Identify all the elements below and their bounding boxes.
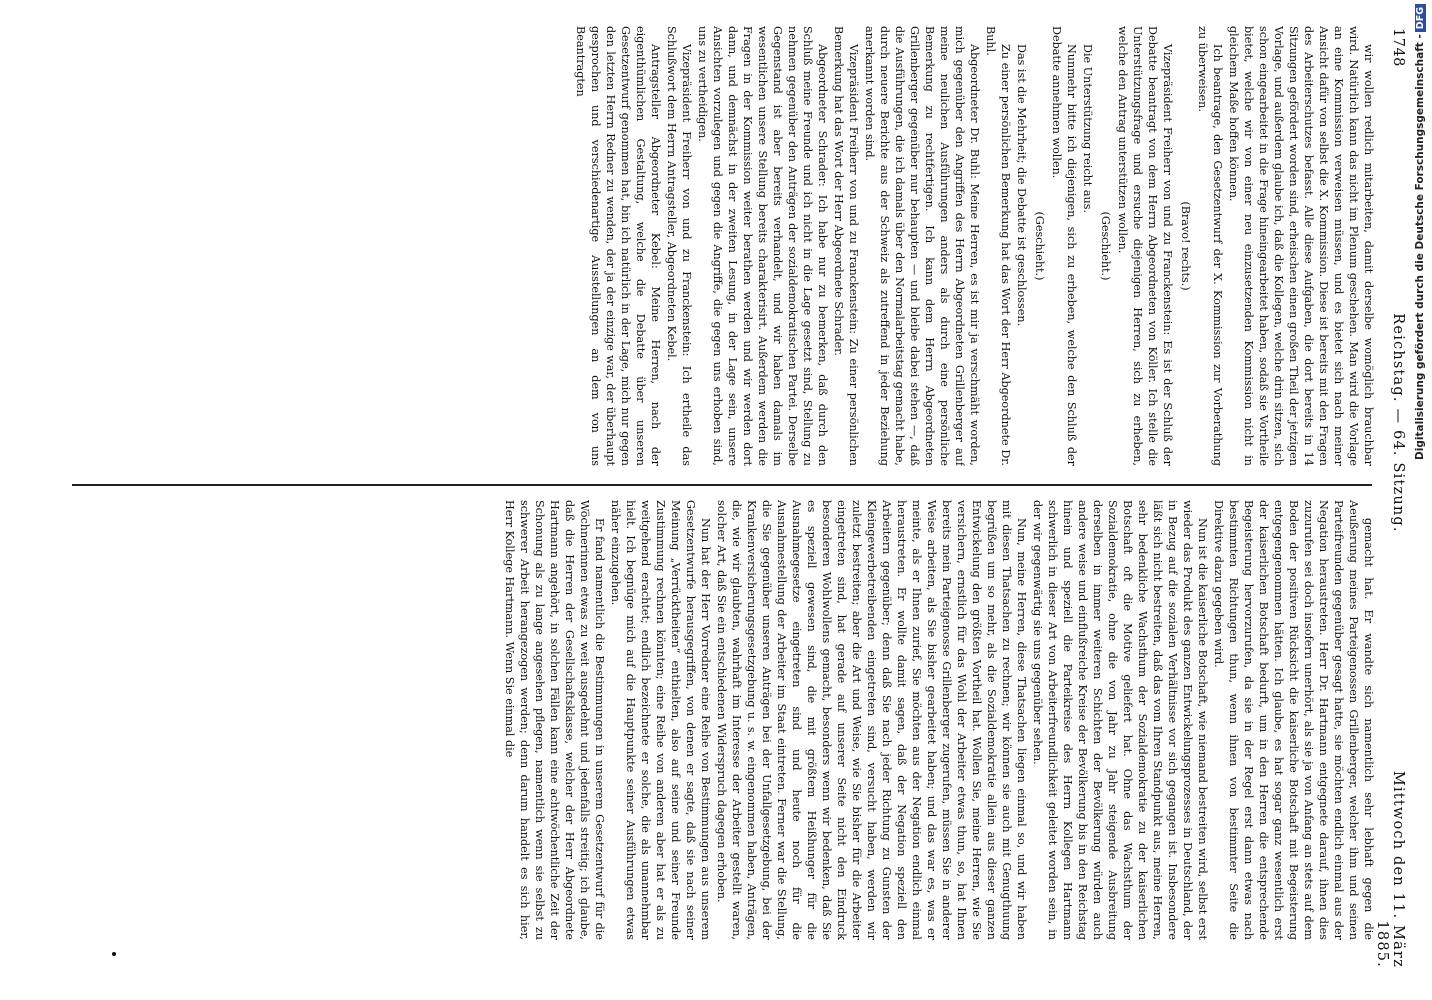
paragraph: Antragsteller Abgeordneter Kebel: Meine Herren, nach der eigenthümlichen Gestaltung, welche die Debatte über unseren Gesetzentwurf genommen hat, bin ich natürlich in der Lage, mich nur gegen den letzten Herrn Redner zu wenden, der ja der einzige war, der überhaupt gesprochen und verschiedenartige Ausstellungen an dem von uns Beantragten	[574, 26, 662, 466]
stage-direction: (Geschieht.)	[1099, 211, 1112, 281]
paragraph: Abgeordneter Schrader: Ich habe nur zu bemerken, daß durch den Schluß meine Freunde und ich nicht in die Lage gesetzt sind, Stellung zu nehmen gegenüber den Anträgen der sozialdemokratischen Partei. Derselbe Gegenstand ist aber bereits verhandelt, und wir haben damals im wesentlichen unsere Stellung bereits charakterisirt. Außerdem werden die Fragen in der Kommission weiter berathen werden und wir werden dort dann, und demnächst in der zweiten Lesung, in der Lage sein, unsere Ansichten vorzulegen und gegen die Angriffe, die gegen uns erhoben sind, uns zu vertheidigen.	[696, 26, 829, 466]
paragraph: Das ist die Mehrheit; die Debatte ist geschlossen.	[1015, 44, 1028, 327]
running-title: Reichstag. — 64. Sitzung.	[1390, 313, 1406, 533]
paragraph: Vizepräsident Freiherr von und zu Franckenstein: Ich ertheile das Schlußwort dem Herrn Antragsteller, Abgeordneten Kebel.	[665, 26, 693, 466]
stage-direction: (Geschieht.)	[1033, 211, 1046, 281]
paragraph: Abgeordneter Dr. Buhl: Meine Herren, es ist mir ja verschmäht worden, mich gegenüber den Angriffen des Herrn Abgeordneten Grillenberger auf meine neulichen Ausführungen anders als durch eine persönliche Bemerkung zu rechtfertigen. Ich kann dem Herrn Abgeordneten Grillenberger gegenüber nur behaupten — und bleibe dabei stehen —, daß die Ausführungen, die ich damals über den Normalarbeitstag gemacht habe, durch neuere Berichte aus der Schweiz als zutreffend in jeder Beziehung anerkannt worden sind.	[863, 26, 981, 466]
credit-text: Digitalisierung gefördert durch die Deutsche Forschungsgemeinschaft -	[1414, 34, 1426, 460]
paragraph: Zu einer persönlichen Bemerkung hat das Wort der Herr Abgeordnete Dr. Buhl.	[984, 26, 1012, 466]
paragraph: Nun, meine Herren, diese Thatsachen liegen einmal so, und wir haben mit diesen Thatsachen zu rechnen; wir können sie auch mit Genugthuung begrüßen um so mehr, als die Sozialdemokratie allein aus dieser ganzen Entwickelung den größten Vortheil hat. Wollen Sie, meine Herren, wie Sie versichern, ernstlich für das Wohl der Arbeiter etwas thun, so, hat Ihnen bereits mein Parteigenosse Grillenberger zugerufen, müssen Sie in anderer Weise arbeiten, als Sie bisher gearbeitet haben; und das war es, was er meinte, als er Ihnen zurief, Sie möchten aus der Negation endlich einmal heraustreten. Er wollte damit sagen, daß der Negation speziell den Arbeitern gegenüber; denn daß Sie nach jeder Richtung zu Gunsten der Kleingewerbetreibenden eingetreten sind, versucht haben, werden wir zuletzt bestreiten; aber die Art und Weise, wie Sie bisher für die Arbeiter eingetreten sind, hat gerade auf unserer Seite nicht den Eindruck besonderen Wohlwollens gemacht, besonders wenn wir bedenken, daß Sie es speziell gewesen sind, die mit größtem Heißhunger für die Ausnahmegesetze eingetreten sind und heute noch für die Ausnahmestellung der Arbeiter im Staat eintreten. Ferner war die Stellung, die Sie gegenüber unseren Anträgen bei der Unfallgesetzgebung, bei der Krankenversicherungsgesetzgebung u. s. w. eingenommen haben, Anträgen, die, wie wir glaubten, wahrhaft im Interesse der Arbeiter gestellt waren, solcher Art, daß Sie ein entschiedenen Widerspruch dagegen erhoben.	[715, 500, 1028, 940]
column-divider	[72, 484, 1372, 486]
paragraph: wir wollen redlich mitarbeiten, damit derselbe womöglich brauchbar wird. Natürlich kann das nicht im Plenum geschehen. Man wird die Vorlage an eine Kommission verweisen müssen, und es bietet sich nach meiner Ansicht dafür von selbst die X. Kommission. Diese ist bereits mit den Fragen des Arbeiterschutzes befasst. Alle diese Aufgaben, die dort bereits in 14 Sitzungen gefördert worden sind, erheischen einen großen Theil der jetzigen Vorlage, und außerdem glaube ich, daß die Kollegen, welche drin sitzen, sich schon eingearbeitet in die Frage hineingearbeitet haben, sodaß sie Vortheile bietet, welche wir von einer neu einzusetzenden Kommission nicht in gleichem Maße hoffen können.	[1227, 26, 1375, 466]
left-column	[36, 26, 1376, 466]
paragraph: Nunmehr bitte ich diejenigen, sich zu erheben, welche den Schluß der Debatte annehmen wollen.	[1050, 26, 1078, 466]
digitization-credit	[1414, 4, 1430, 618]
dfg-logo: DFG	[1415, 4, 1426, 32]
paragraph: Vizepräsident Freiherr von und zu Franckenstein: Zu einer persönlichen Bemerkung hat das Wort der Herr Abgeordnete Schrader.	[832, 26, 860, 466]
stage-direction: (Bravo! rechts.)	[1179, 201, 1192, 291]
scan-speck	[112, 952, 116, 956]
paragraph: Er fand namentlich die Bestimmungen in unserem Gesetzentwurf für die Wöchnerinnen etwas zu weit ausgedehnt und jedenfalls streitig; ich glaube, daß die Herren der Gesellschaftsklasse, welcher der Herr Abgeordnete Hartmann angehört, in solchen Fällen kann eine achtwöchentliche Zeit der Schonung als zu lange angesehen pflegen, namentlich wenn sie selbst zu schwerer Arbeit herangezogen werden; denn darum handelt es sich hier, Herr Kollege Hartmann. Wenn Sie einmal die	[503, 500, 606, 940]
page-header	[1374, 28, 1406, 968]
paragraph: gemacht hat. Er wandte sich namentlich sehr lebhaft gegen die Aeußerung meines Parteigenossen Grillenberger, welcher ihm und seinen Parteifreunden gegenüber gesagt hatte, sie möchten endlich einmal aus der Negation heraustreten. Herr Dr. Hartmann entgegnete darauf, ihnen dies zuzurufen sei doch insofern unerhört, als sie ja von Anfang an stets auf dem Boden der positiven Rücksicht die kaiserliche Botschaft mit Begeisterung entgegengenommen hätten. Ich glaube, es hat sogar ganz wesentlich erst der kaiserlichen Botschaft bedurft, um in den Herren die entsprechende Begeisterung hervorzurufen, da sie in der Regel erst dann etwas nach bestimmten Richtungen thun, wenn ihnen von bestimmter Seite die Direktive dazu gegeben wird.	[1212, 500, 1375, 940]
right-column	[36, 500, 1376, 940]
paragraph: Die Unterstützung reicht aus.	[1081, 44, 1094, 214]
paragraph: Vizepräsident Freiherr von und zu Franckenstein: Es ist der Schluß der Debatte beantragt von dem Herrn Abgeordneten von Köller. Ich stelle die Unterstützungsfrage und ersuche diejenigen Herren, sich zu erheben, welche den Antrag unterstützen wollen.	[1116, 26, 1174, 466]
paragraph: Nun ist die kaiserliche Botschaft, wie niemand bestreiten wird, selbst erst wieder das Produkt des ganzen Entwickelungsprozesses in Deutschland, der in Bezug auf die sozialen Verhältnisse vor sich gegangen ist. Insbesondere läßt sich nicht bestreiten, daß das vom Ihren Standpunkt aus, meine Herren, sehr bedenkliche Wachsthum der Sozialdemokratie zu der kaiserlichen Botschaft oft die Motive geliefert hat. Ohne das Wachsthum der Sozialdemokratie, ohne die von Jahr zu Jahr steigende Ausbreitung derselben in immer weiteren Schichten der Bevölkerung würden auch andere weise und einflußreiche Kreise der Bevölkerung bis in den Reichstag hinein und speziell die Parteikreise des Herrn Kollegen Hartmann schwerlich in dieser Art von Arbeiterfreundlichkeit geleitet worden sein, in der wir gegenwärtig sie uns gegenüber sehen.	[1031, 500, 1209, 940]
session-date: Mittwoch den 11. März 1885.	[1374, 770, 1406, 968]
page-number: 1748	[1390, 28, 1406, 67]
paragraph: Ich beantrage, den Gesetzentwurf der X. Kommission zur Vorberathung zu überweisen.	[1196, 26, 1224, 466]
paragraph: Nun hat der Herr Vorredner eine Reihe von Bestimmungen aus unserem Gesetzentwurfe herausgegriffen, von denen er sagte, daß sie nach seiner Meinung „Verrücktheiten“ enthielten, also auf seine und seiner Freunde Zustimmung rechnen könnten; eine Reihe von anderen aber hat er als zu weitgehend erachtet; endlich bezeichnete er solche, die als unannehmbar hielt. Ich begnüge mich auf die Hauptpunkte seiner Ausführungen etwas näher einzugehen.	[609, 500, 712, 940]
